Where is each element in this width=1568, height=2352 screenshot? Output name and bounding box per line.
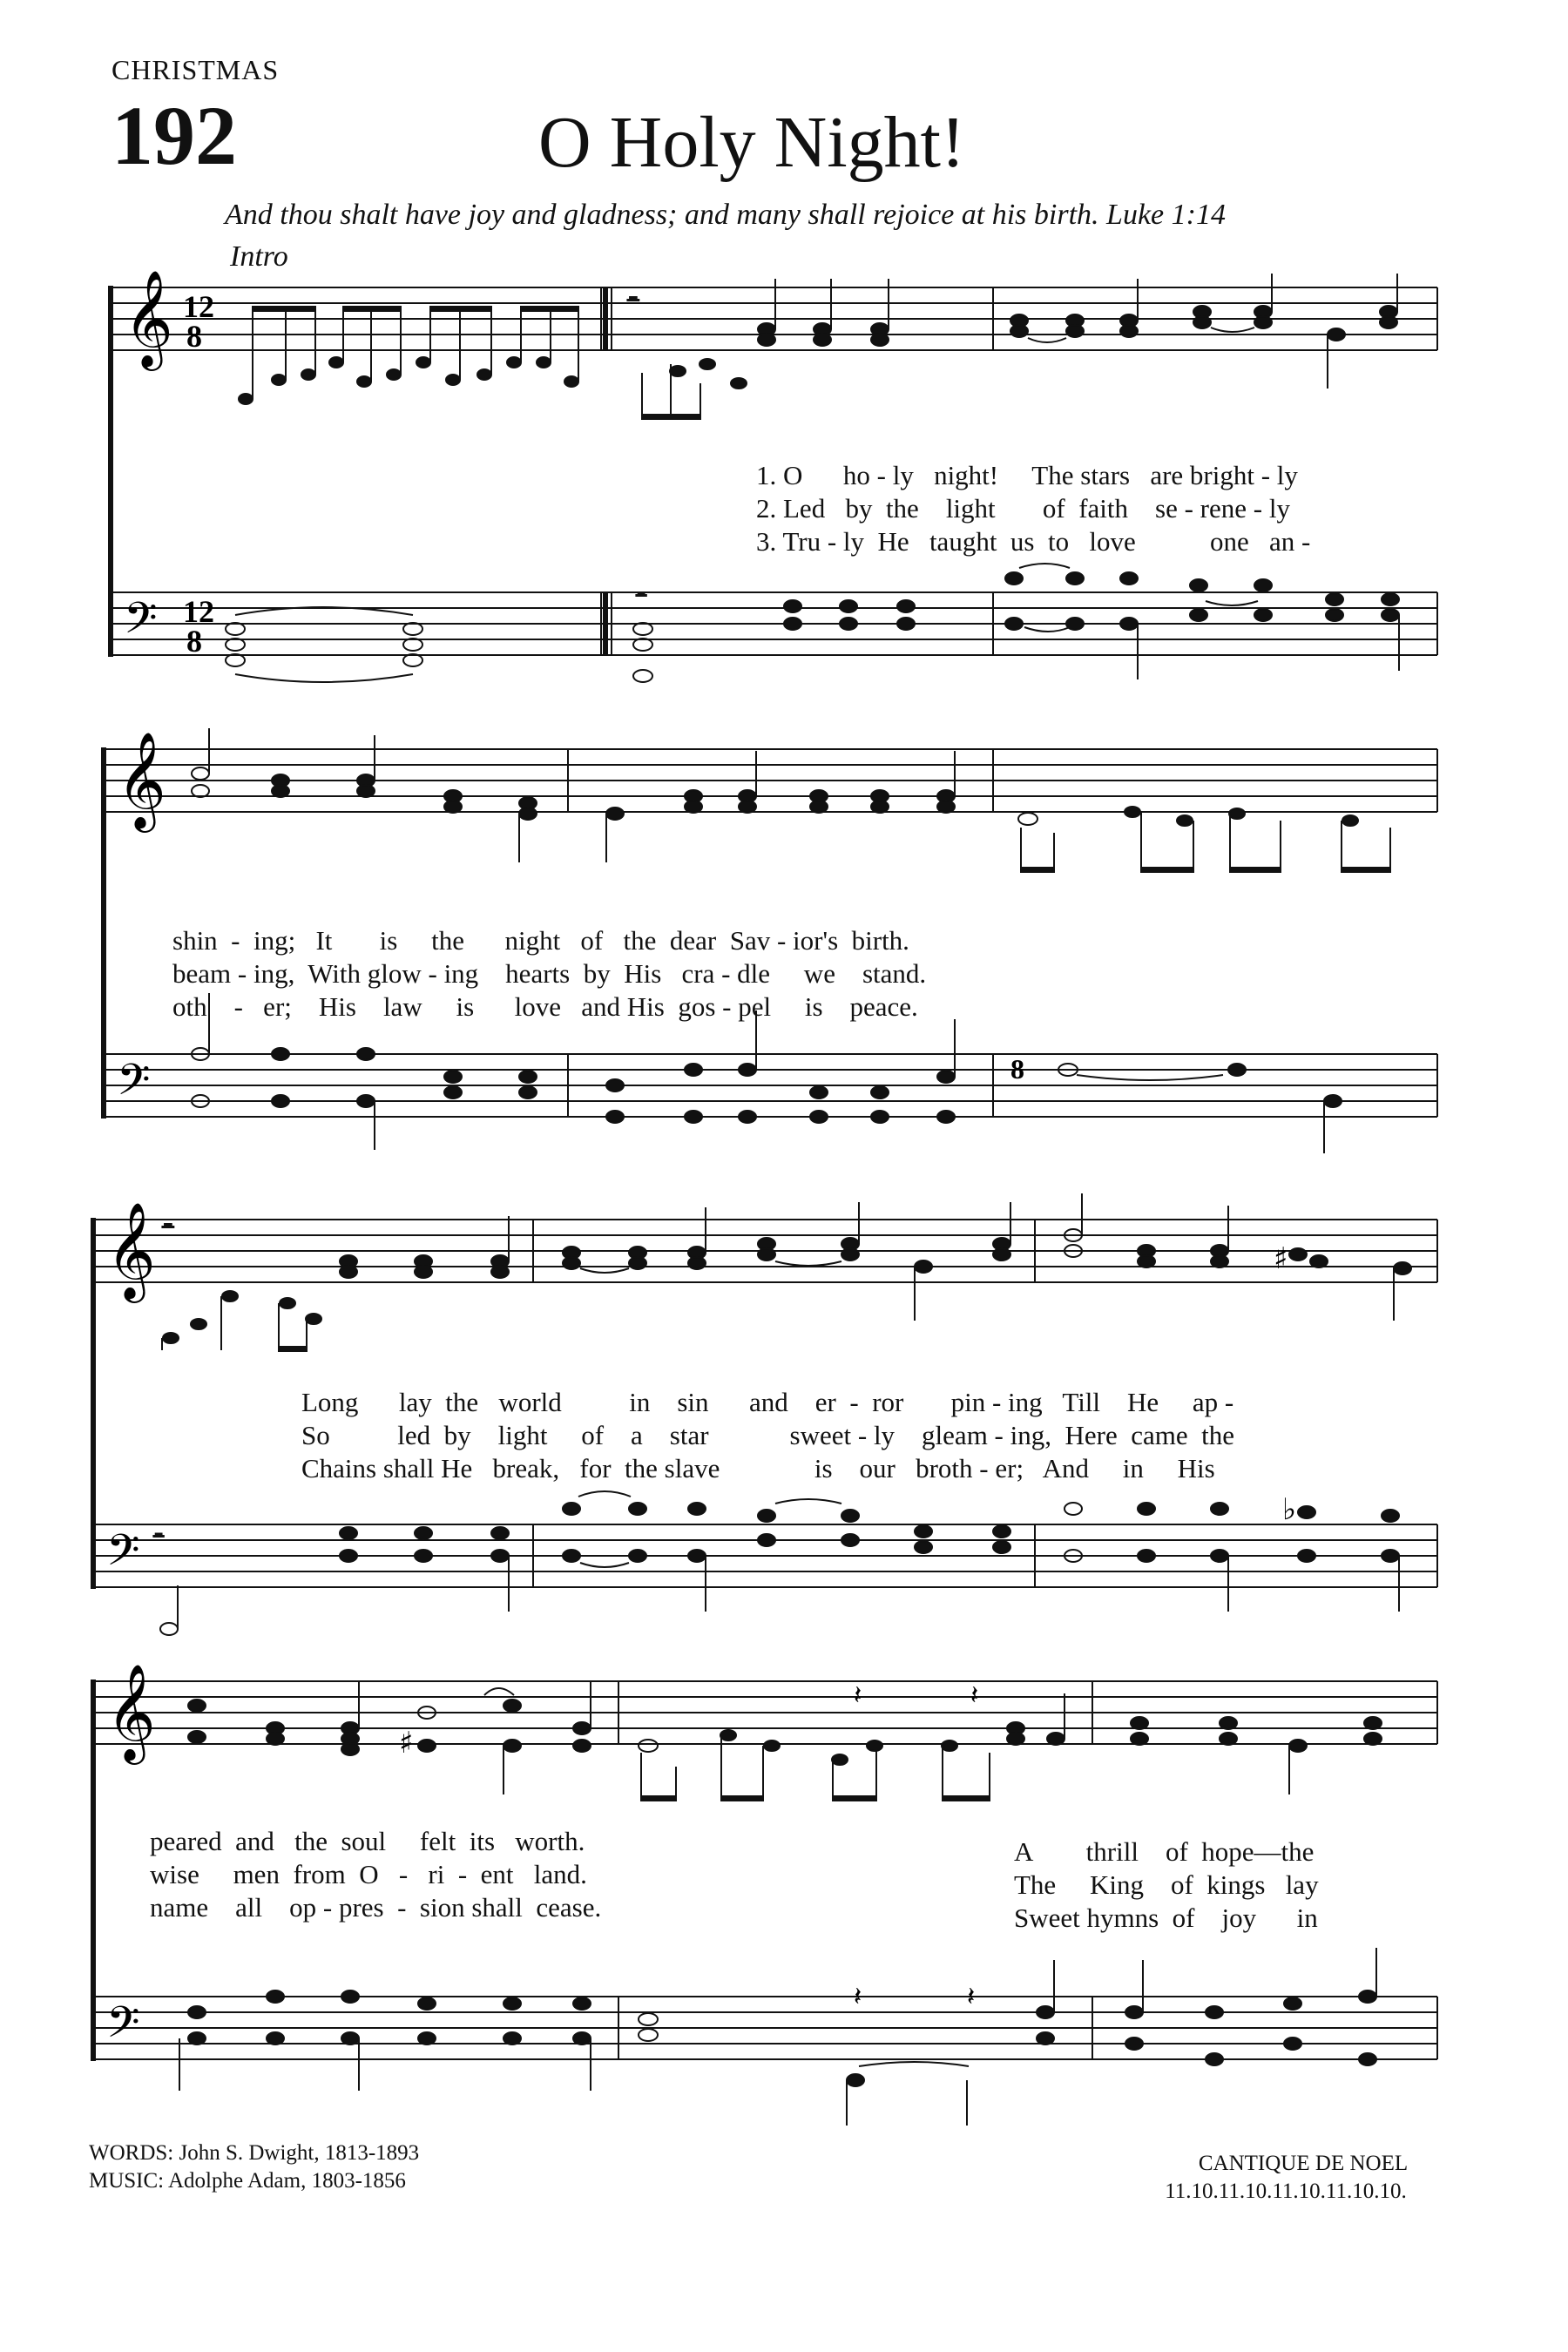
svg-text:♯: ♯ bbox=[399, 1726, 414, 1761]
intro-label: Intro bbox=[230, 240, 288, 273]
music-credit: MUSIC: Adolphe Adam, 1803-1856 bbox=[89, 2169, 406, 2193]
svg-text:𝄼: 𝄼 bbox=[627, 284, 639, 319]
svg-text:12: 12 bbox=[183, 289, 214, 324]
octave-marking: 8 bbox=[1010, 1053, 1024, 1085]
lyric-line-verse-2: 2. Led by the light of faith se - rene - ly bbox=[756, 493, 1290, 524]
words-credit: WORDS: John S. Dwight, 1813-1893 bbox=[89, 2141, 420, 2165]
lyric-line-verse-1-part-a: peared and the soul felt its worth. bbox=[150, 1826, 585, 1856]
svg-text:𝄞: 𝄞 bbox=[106, 1663, 156, 1761]
svg-text:♯: ♯ bbox=[1274, 1241, 1288, 1276]
lyric-line-verse-2: So led by light of a star sweet - ly gleam - ing, Here came the bbox=[301, 1420, 1234, 1450]
svg-text:8: 8 bbox=[186, 624, 202, 659]
music-system-1 bbox=[0, 253, 1568, 706]
svg-text:𝄼: 𝄼 bbox=[636, 581, 647, 612]
meter: 11.10.11.10.11.10.11.10.10. bbox=[1165, 2180, 1407, 2203]
lyric-line-verse-2: beam - ing, With glow - ing hearts by His cra - dle we stand. bbox=[172, 958, 927, 989]
svg-text:𝄢: 𝄢 bbox=[106, 1997, 140, 2058]
lyric-line-verse-3: 3. Tru - ly He taught us to love one an - bbox=[756, 526, 1311, 557]
svg-text:𝄞: 𝄞 bbox=[106, 1201, 156, 1299]
music-system-4 bbox=[0, 1655, 1568, 2126]
svg-text:𝄽: 𝄽 bbox=[967, 1983, 976, 2011]
lyric-line-verse-1: shin - ing; It is the night of the dear Sav - ior's birth. bbox=[172, 925, 909, 956]
tune-name: CANTIQUE DE NOEL bbox=[1198, 2152, 1409, 2175]
svg-text:𝄢: 𝄢 bbox=[117, 1055, 151, 1116]
hymn-title: O Holy Night! bbox=[538, 102, 965, 183]
lyric-line-verse-1: 1. O ho - ly night! The stars are bright - ly bbox=[756, 460, 1298, 490]
hymn-number: 192 bbox=[112, 89, 237, 182]
lyric-line-verse-2-part-a: wise men from O - ri - ent land. bbox=[150, 1859, 587, 1889]
svg-text:𝄽: 𝄽 bbox=[970, 1681, 979, 1710]
staff-lines-system-4 bbox=[0, 1655, 1568, 2126]
section-label: CHRISTMAS bbox=[112, 54, 280, 85]
svg-text:8: 8 bbox=[186, 319, 202, 354]
lyric-line-verse-3: oth - er; His law is love and His gos - pel is peace. bbox=[172, 991, 918, 1022]
music-system-2 bbox=[0, 723, 1568, 1167]
lyric-line-verse-1: Long lay the world in sin and er - ror pin - ing Till He ap - bbox=[301, 1387, 1234, 1417]
music-system-3 bbox=[0, 1193, 1568, 1638]
svg-text:𝄞: 𝄞 bbox=[117, 731, 166, 828]
svg-text:𝄼: 𝄼 bbox=[153, 1522, 165, 1553]
svg-text:12: 12 bbox=[183, 594, 214, 629]
svg-text:𝄽: 𝄽 bbox=[854, 1983, 862, 2011]
svg-text:𝄢: 𝄢 bbox=[106, 1525, 140, 1586]
lyric-line-verse-3: Chains shall He break, for the slave is our broth - er; And in His bbox=[301, 1453, 1215, 1484]
svg-text:𝄼: 𝄼 bbox=[162, 1211, 174, 1246]
svg-text:𝄞: 𝄞 bbox=[124, 269, 173, 367]
svg-text:♭: ♭ bbox=[1282, 1492, 1297, 1527]
lyric-line-verse-3-part-a: name all op - pres - sion shall cease. bbox=[150, 1892, 602, 1923]
svg-text:𝄢: 𝄢 bbox=[124, 593, 158, 654]
lyric-line-verse-1-part-b: A thrill of hope—the bbox=[1014, 1836, 1315, 1867]
scripture-epigraph: And thou shalt have joy and gladness; and many shall rejoice at his birth. Luke 1:14 bbox=[225, 199, 1226, 231]
svg-text:𝄽: 𝄽 bbox=[854, 1681, 862, 1710]
lyric-line-verse-2-part-b: The King of kings lay bbox=[1014, 1869, 1319, 1900]
lyric-line-verse-3-part-b: Sweet hymns of joy in bbox=[1014, 1903, 1318, 1933]
